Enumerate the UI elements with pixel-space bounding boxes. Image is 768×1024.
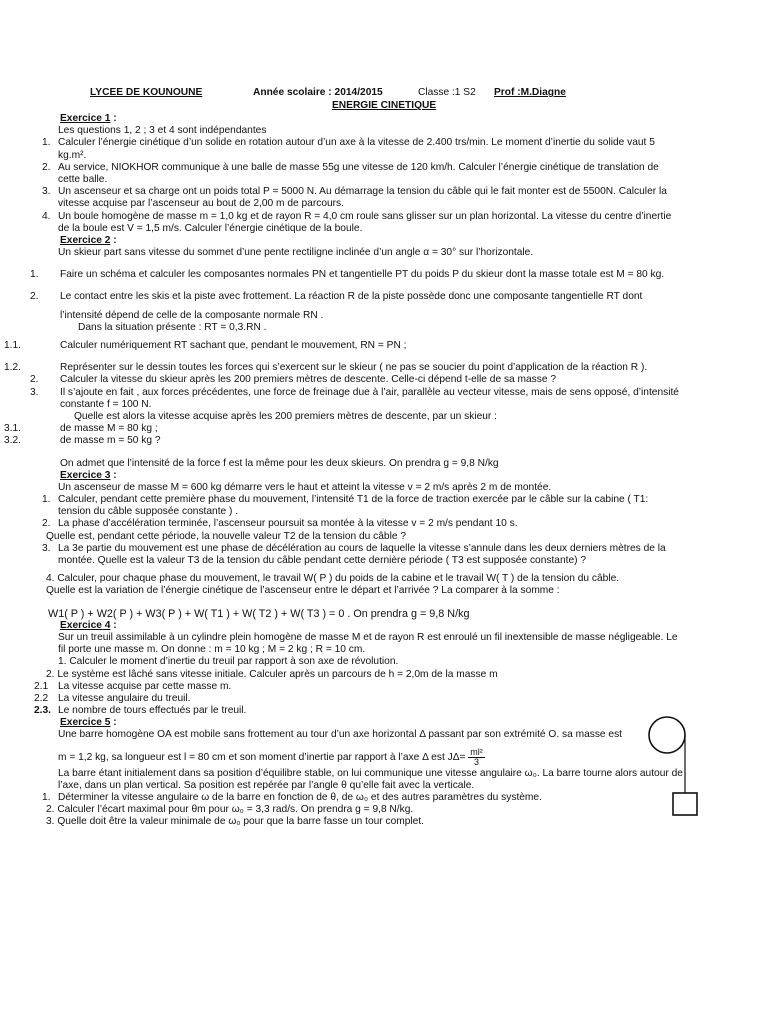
ex2-q12: 1.2. Représenter sur le dessin toutes les forces qui s’exercent sur le skieur ( ne pas se soucier du point d’application de la réaction R ). [4, 362, 648, 374]
ex1-q3-line2: vitesse acquise par l’ascenseur au bout de 2,00 m de parcours. [58, 198, 344, 210]
exercise-3-intro: Un ascenseur de masse M = 600 kg démarre vers le haut et atteint la vitesse v = 2 m/s après 2 m de montée. [58, 481, 552, 493]
inertia-fraction: $\frac{\text{ml²}}{3}$ [470, 746, 483, 767]
ex3-q4-line2: Quelle est la variation de l’énergie cinétique de l’ascenseur entre le départ et l’arrivée ? La comparer à la somme : [46, 585, 560, 597]
exercise-5-title: Exercice 5 : [60, 717, 117, 729]
ex3-work-formula: W1( P ) + W2( P ) + W3( P ) + W( T1 ) + W( T2 ) + W( T3 ) = 0 . On prendra g = 9,8 N/kg [48, 607, 470, 620]
ex1-q4-line2: de la boule est V = 1,5 m/s. Calculer l’énergie cinétique de la boule. [58, 222, 363, 234]
ex2-q32: 3.2. de masse m = 50 kg ? [4, 435, 161, 447]
ex2-q3-line3: Quelle est alors la vitesse acquise après les 200 premiers mètres de descente, par un skieur : [74, 410, 497, 422]
winch-figure [640, 713, 710, 823]
ex2-q2b: 2. Calculer la vitesse du skieur après les 200 premiers mètres de descente. Celle-ci dépend t-elle de sa masse ? [30, 374, 557, 386]
teacher-name: Prof :M.Diagne [494, 87, 566, 98]
ex4-q21: 2.1 La vitesse acquise par cette masse m. [34, 680, 232, 692]
ex5-line4: l’axe, dans un plan vertical. Sa position est repérée par l’angle θ qu’elle fait avec la verticale. [58, 779, 475, 791]
ex5-q1: 1. Déterminer la vitesse angulaire ω de la barre en fonction de θ, de ω₀ et des autres paramètres du système. [42, 792, 542, 803]
ex1-q4-line1: 4. Un boule homogène de masse m = 1,0 kg et de rayon R = 4,0 cm roule sans glisser sur un plan horizontal. La vitesse du centre d’inertie [42, 210, 672, 222]
exercise-1-title: Exercice 1 : [60, 113, 117, 124]
ex1-q2-line1: 2. Au service, NIOKHOR communique à une balle de masse 55g une vitesse de 120 km/h. Calculer l’énergie cinétique de translation de [42, 161, 659, 173]
ex4-q2: 2. Le système est lâché sans vitesse initiale. Calculer après un parcours de h = 2,0m de la masse m [46, 668, 498, 680]
ex5-line2: m = 1,2 kg, sa longueur est l = 80 cm et son moment d’inertie par rapport à l’axe Δ est JΔ= $\frac{\text{ml²}}{3}$ [58, 746, 483, 767]
ex2-q3-line2: constante f = 100 N. [60, 398, 152, 410]
ex2-q2-line1: 2. Le contact entre les skis et la piste avec frottement. La réaction R de la piste possède donc une composante tangentielle RT dont [30, 291, 643, 303]
school-name: LYCEE DE KOUNOUNE [90, 87, 203, 98]
document-title: ENERGIE CINETIQUE [332, 100, 437, 111]
ex4-line1: Sur un treuil assimilable à un cylindre plein homogène de masse M et de rayon R est enroulé un fil inextensible de masse négligeable. Le [58, 631, 678, 643]
ex2-note: On admet que l’intensité de la force f est la même pour les deux skieurs. On prendra g = 9,8 N/kg [60, 457, 499, 469]
ex5-line3: La barre étant initialement dans sa position d’équilibre stable, on lui communique une vitesse angulaire ω₀. La barre tourne alors autour de [58, 767, 683, 779]
ex3-q1-line1: 1. Calculer, pendant cette première phase du mouvement, l’intensité T1 de la force de traction exercée par le câble sur la cabine ( T1: [42, 494, 649, 506]
exercise-3-title: Exercice 3 : [60, 469, 117, 481]
ex5-q2: 2. Calculer l’écart maximal pour θm pour ω₀ = 3,3 rad/s. On prendra g = 9,8 N/kg. [46, 804, 414, 816]
exercise-1-intro: Les questions 1, 2 ; 3 et 4 sont indépendantes [58, 125, 267, 137]
ex4-q22: 2.2 La vitesse angulaire du treuil. [34, 692, 191, 704]
ex5-q3: 3. Quelle doit être la valeur minimale de ω₀ pour que la barre fasse un tour complet. [46, 816, 424, 828]
ex5-line1: Une barre homogène OA est mobile sans frottement au tour d’un axe horizontal Δ passant par son extrémité O. sa masse est [58, 729, 623, 741]
ex2-q2-line3: Dans la situation présente : RT = 0,3.RN . [78, 321, 267, 333]
class-label: Classe :1 S2 [418, 87, 476, 98]
hanging-mass [673, 793, 697, 815]
ex4-q1: 1. Calculer le moment d’inertie du treuil par rapport à son axe de révolution. [58, 656, 399, 668]
exercise-2-intro: Un skieur part sans vitesse du sommet d’une pente rectiligne inclinée d’un angle α = 30° sur l’horizontale. [58, 247, 534, 259]
ex3-q1-line2: tension du câble supposée constante ) . [58, 506, 239, 518]
winch-diagram [640, 713, 710, 823]
exercise-2-title: Exercice 2 : [60, 234, 117, 246]
ex4-line2: fil porte une masse m. On donne : m = 10 kg ; M = 2 kg ; R = 10 cm. [58, 644, 366, 656]
ex2-q3-line1: 3. Il s’ajoute en fait , aux forces précédentes, une force de freinage due à l’air, parallèle au vecteur vitesse, mais de sens opposé, d’intensité [30, 386, 679, 398]
ex1-q1-line1: 1. Calculer l’énergie cinétique d’un solide en rotation autour d’un axe à la vitesse de 2.400 trs/min. Le moment d’inertie du solide vaut 5 [42, 137, 655, 149]
winch-cylinder [649, 717, 685, 753]
ex4-q23: 2.3. Le nombre de tours effectués par le treuil. [34, 705, 247, 717]
document-header [0, 87, 768, 113]
ex3-q3-line1: 3. La 3e partie du mouvement est une phase de décélération au cours de laquelle la vitesse s’annule dans les deux derniers mètres de la [42, 542, 666, 554]
ex2-q2-line2: l’intensité dépend de celle de la composante normale RN . [60, 309, 324, 321]
ex3-q4-line1: 4. Calculer, pour chaque phase du mouvement, le travail W( P ) du poids de la cabine et le travail W( T ) de la tension du câble. [46, 573, 620, 585]
ex3-q2-line1: 2. La phase d’accélération terminée, l’ascenseur poursuit sa montée à la vitesse v = 2 m/s pendant 10 s. [42, 518, 518, 530]
school-year: Année scolaire : 2014/2015 [253, 87, 383, 98]
ex2-q1: 1. Faire un schéma et calculer les composantes normales PN et tangentielle PT du poids P du skieur dont la masse totale est M = 80 kg. [30, 269, 665, 281]
ex2-q11: 1.1. Calculer numériquement RT sachant que, pendant le mouvement, RN = PN ; [4, 340, 407, 351]
ex3-q2-line2: Quelle est, pendant cette période, la nouvelle valeur T2 de la tension du câble ? [46, 530, 407, 542]
ex2-q31: 3.1. de masse M = 80 kg ; [4, 423, 158, 435]
ex3-q3-line2: montée. Quelle est la valeur T3 de la tension du câble pendant cette dernière période ( T3 est supposée constante) ? [58, 555, 587, 566]
ex1-q2-line2: cette balle. [58, 173, 108, 185]
exercise-4-title: Exercice 4 : [60, 619, 117, 631]
ex1-q1-line2: kg.m². [58, 149, 87, 161]
ex1-q3-line1: 3. Un ascenseur et sa charge ont un poids total P = 5000 N. Au démarrage la tension du câble qui le fait monter est de 5500N. Calculer la [42, 186, 667, 198]
